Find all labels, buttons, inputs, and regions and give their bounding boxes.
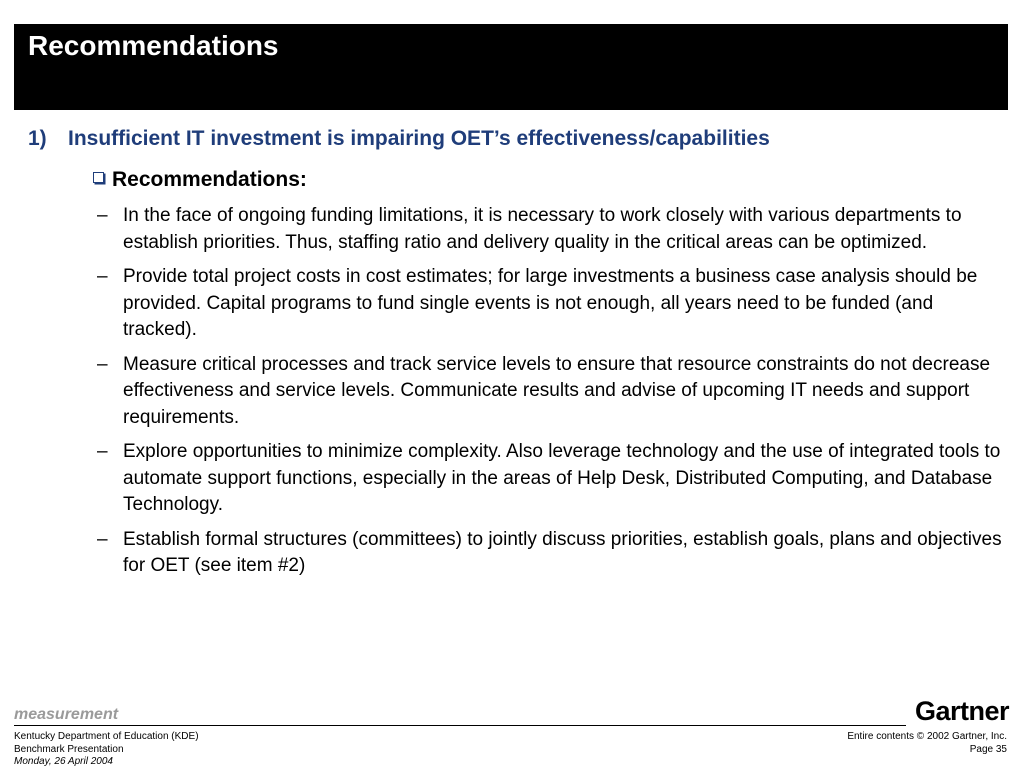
main-point [28,127,770,151]
checkbox-bullet-icon [93,172,104,183]
footer-right [847,731,1007,756]
footer-copyright: Entire contents © 2002 Gartner, Inc. [847,731,1007,742]
main-point-text: Insufficient IT investment is impairing OET’s effectiveness/capabilities [68,127,770,150]
recommendation-list [97,203,1007,588]
dash-bullet: – [97,441,108,462]
list-item-text: Measure critical processes and track service levels to ensure that resource constraints do not decrease effectiveness and service levels. Communicate results and advise of upcoming IT needs and support requirements. [123,353,991,428]
list-item-text: Establish formal structures (committees) to jointly discuss priorities, establish goals, plans and objectives for OET (see item #2) [123,528,1002,576]
title-bar [14,24,1008,110]
footer-divider [14,725,906,726]
dash-bullet: – [97,205,108,226]
footer-section-label: measurement [14,706,119,723]
list-item [97,527,1007,580]
list-item [97,203,1007,256]
dash-bullet: – [97,266,108,287]
list-item-text: Provide total project costs in cost estimates; for large investments a business case analysis should be provided. Capital programs to fund single events is not enough, all years need to be funded (and tracked). [123,266,978,340]
list-item-text: Explore opportunities to minimize complexity. Also leverage technology and the use of integrated tools to automate support functions, especially in the areas of Help Desk, Distributed Computing, and Database Technology. [123,441,1001,515]
list-item [97,352,1007,432]
page-number: Page 35 [969,743,1007,755]
sub-heading-text: Recommendations: [112,168,307,191]
dash-bullet: – [97,528,108,550]
footer-presentation: Benchmark Presentation [14,743,124,755]
gartner-logo: Gartner [914,696,1009,726]
main-point-number: 1) [28,127,47,150]
footer-date: Monday, 26 April 2004 [14,756,113,767]
footer-org: Kentucky Department of Education (KDE) [14,731,199,742]
sub-heading [93,168,307,192]
list-item [97,439,1007,519]
list-item-text: In the face of ongoing funding limitations, it is necessary to work closely with various departments to establish priorities. Thus, staffing ratio and delivery quality in the critical areas can be optimized. [123,205,962,253]
footer-left [14,731,199,769]
page-title: Recommendations [28,30,279,61]
dash-bullet: – [97,353,108,375]
list-item [97,264,1007,344]
